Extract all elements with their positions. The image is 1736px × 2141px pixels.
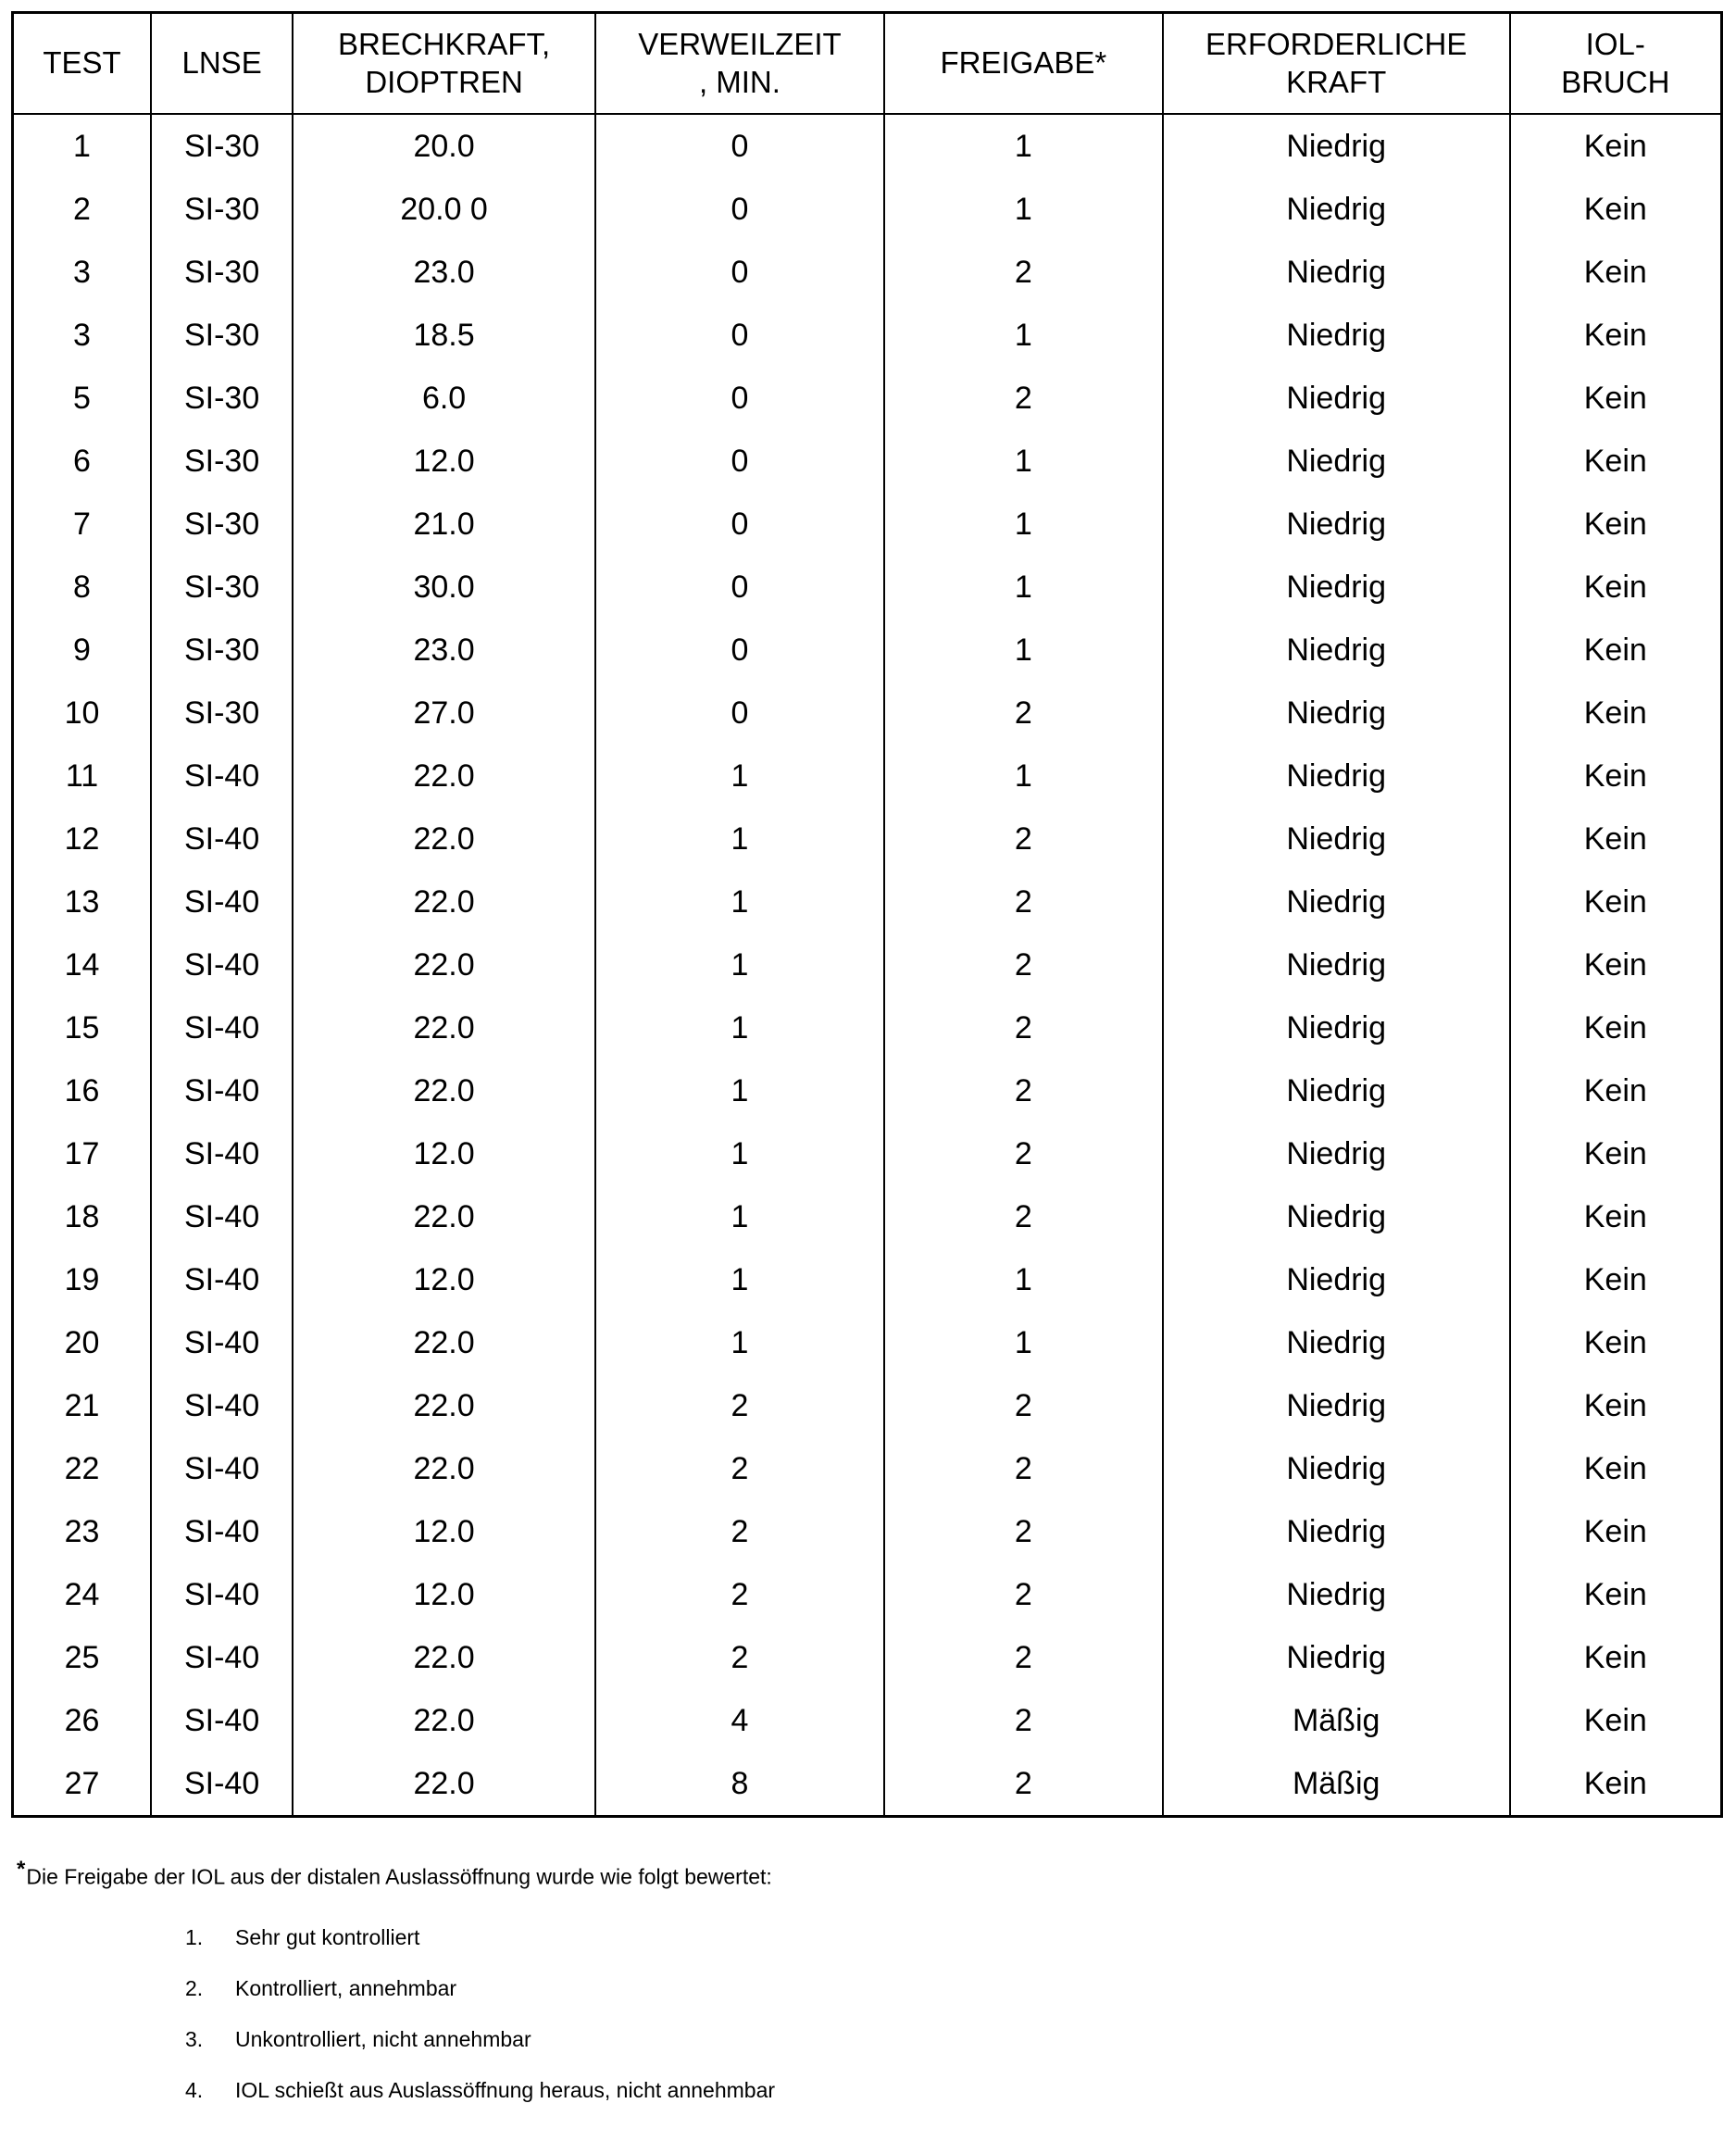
footnote <box>17 1857 1723 1890</box>
footnote-asterisk: * <box>17 1857 26 1882</box>
table-cell: 20.0 0 <box>293 178 595 241</box>
table-cell: Niedrig <box>1163 493 1510 556</box>
table-cell: 4 <box>595 1689 884 1752</box>
rating-list <box>185 1925 1723 2103</box>
table-cell: Kein <box>1510 178 1722 241</box>
table-cell: 1 <box>884 1311 1163 1374</box>
table-cell: 22.0 <box>293 870 595 933</box>
table-cell: 1 <box>884 745 1163 808</box>
table-cell: 21.0 <box>293 493 595 556</box>
list-number: 2. <box>185 1975 204 2000</box>
table-cell: 10 <box>13 682 152 745</box>
rating-list-item <box>185 1925 1723 1950</box>
table-cell: Kein <box>1510 556 1722 619</box>
table-cell: 13 <box>13 870 152 933</box>
table-cell: SI-40 <box>151 1248 293 1311</box>
table-cell: SI-40 <box>151 1437 293 1500</box>
table-cell: Kein <box>1510 1626 1722 1689</box>
table-cell: 1 <box>595 1122 884 1185</box>
table-cell: 1 <box>884 304 1163 367</box>
list-text: Sehr gut kontrolliert <box>235 1924 420 1949</box>
table-cell: 2 <box>884 1374 1163 1437</box>
table-cell: 20 <box>13 1311 152 1374</box>
table-cell: Mäßig <box>1163 1689 1510 1752</box>
table-cell: 3 <box>13 304 152 367</box>
table-cell: Kein <box>1510 1500 1722 1563</box>
table-cell: SI-30 <box>151 114 293 178</box>
table-cell: SI-40 <box>151 870 293 933</box>
table-cell: SI-30 <box>151 493 293 556</box>
table-cell: 1 <box>595 996 884 1059</box>
table-cell: Niedrig <box>1163 870 1510 933</box>
table-cell: Kein <box>1510 1689 1722 1752</box>
table-cell: 2 <box>884 367 1163 430</box>
table-row <box>13 1752 1722 1817</box>
table-cell: 12 <box>13 808 152 870</box>
table-cell: 2 <box>884 1500 1163 1563</box>
table-cell: 0 <box>595 241 884 304</box>
table-cell: SI-40 <box>151 1374 293 1437</box>
table-cell: 18 <box>13 1185 152 1248</box>
test-results-table <box>11 11 1723 1818</box>
table-cell: 5 <box>13 367 152 430</box>
table-cell: 2 <box>595 1563 884 1626</box>
table-row <box>13 1437 1722 1500</box>
table-cell: 22 <box>13 1437 152 1500</box>
table-cell: Kein <box>1510 808 1722 870</box>
table-cell: 1 <box>884 556 1163 619</box>
table-row <box>13 870 1722 933</box>
table-cell: Kein <box>1510 996 1722 1059</box>
table-cell: 2 <box>595 1374 884 1437</box>
table-cell: 1 <box>595 870 884 933</box>
table-cell: SI-30 <box>151 682 293 745</box>
table-cell: 1 <box>595 1248 884 1311</box>
table-cell: 0 <box>595 304 884 367</box>
table-cell: 22.0 <box>293 1689 595 1752</box>
table-row <box>13 1311 1722 1374</box>
table-cell: 0 <box>595 114 884 178</box>
table-cell: 17 <box>13 1122 152 1185</box>
table-cell: 23.0 <box>293 619 595 682</box>
list-number: 3. <box>185 2026 204 2051</box>
table-cell: SI-40 <box>151 933 293 996</box>
table-cell: 22.0 <box>293 1437 595 1500</box>
table-row <box>13 493 1722 556</box>
table-cell: 2 <box>884 1122 1163 1185</box>
table-cell: Niedrig <box>1163 1563 1510 1626</box>
table-cell: 2 <box>884 808 1163 870</box>
table-cell: Kein <box>1510 619 1722 682</box>
table-cell: SI-40 <box>151 1626 293 1689</box>
table-cell: Niedrig <box>1163 996 1510 1059</box>
table-cell: 18.5 <box>293 304 595 367</box>
table-cell: 23 <box>13 1500 152 1563</box>
table-cell: SI-40 <box>151 1563 293 1626</box>
table-cell: Niedrig <box>1163 241 1510 304</box>
table-cell: Niedrig <box>1163 1122 1510 1185</box>
table-cell: 0 <box>595 430 884 493</box>
table-cell: 22.0 <box>293 1185 595 1248</box>
table-cell: Niedrig <box>1163 178 1510 241</box>
table-cell: 2 <box>884 241 1163 304</box>
list-number: 4. <box>185 2077 204 2102</box>
table-cell: 1 <box>595 808 884 870</box>
table-row <box>13 1374 1722 1437</box>
table-row <box>13 114 1722 178</box>
table-cell: Kein <box>1510 493 1722 556</box>
table-cell: Kein <box>1510 1122 1722 1185</box>
table-cell: Niedrig <box>1163 808 1510 870</box>
table-row <box>13 682 1722 745</box>
table-cell: Niedrig <box>1163 1374 1510 1437</box>
table-cell: Niedrig <box>1163 1626 1510 1689</box>
table-cell: Niedrig <box>1163 304 1510 367</box>
table-cell: Niedrig <box>1163 1437 1510 1500</box>
table-cell: 22.0 <box>293 933 595 996</box>
table-cell: Kein <box>1510 1059 1722 1122</box>
table-cell: 0 <box>595 682 884 745</box>
table-cell: 0 <box>595 178 884 241</box>
table-cell: SI-30 <box>151 241 293 304</box>
table-cell: 2 <box>595 1437 884 1500</box>
table-cell: 1 <box>884 430 1163 493</box>
table-cell: 2 <box>595 1500 884 1563</box>
rating-list-item <box>185 2078 1723 2103</box>
table-cell: 2 <box>884 1563 1163 1626</box>
table-row <box>13 367 1722 430</box>
table-row <box>13 556 1722 619</box>
table-cell: 22.0 <box>293 808 595 870</box>
table-cell: 22.0 <box>293 745 595 808</box>
table-cell: SI-40 <box>151 1185 293 1248</box>
table-row <box>13 808 1722 870</box>
table-cell: 27 <box>13 1752 152 1817</box>
table-cell: SI-40 <box>151 745 293 808</box>
table-cell: Niedrig <box>1163 556 1510 619</box>
table-body <box>13 114 1722 1817</box>
table-row <box>13 1059 1722 1122</box>
table-cell: 6 <box>13 430 152 493</box>
table-cell: Niedrig <box>1163 682 1510 745</box>
table-row <box>13 619 1722 682</box>
table-cell: 22.0 <box>293 1752 595 1817</box>
table-cell: 14 <box>13 933 152 996</box>
table-cell: Kein <box>1510 1752 1722 1817</box>
table-cell: Niedrig <box>1163 114 1510 178</box>
table-cell: Niedrig <box>1163 1311 1510 1374</box>
table-cell: 26 <box>13 1689 152 1752</box>
table-row <box>13 178 1722 241</box>
table-cell: 12.0 <box>293 1122 595 1185</box>
table-cell: 12.0 <box>293 1248 595 1311</box>
table-cell: 1 <box>884 114 1163 178</box>
table-row <box>13 430 1722 493</box>
footnote-text: Die Freigabe der IOL aus der distalen Auslassöffnung wurde wie folgt bewertet: <box>26 1864 772 1889</box>
table-cell: Niedrig <box>1163 1059 1510 1122</box>
table-cell: Mäßig <box>1163 1752 1510 1817</box>
table-cell: 22.0 <box>293 1374 595 1437</box>
table-cell: Niedrig <box>1163 367 1510 430</box>
table-cell: SI-30 <box>151 556 293 619</box>
table-cell: Niedrig <box>1163 1500 1510 1563</box>
table-cell: 0 <box>595 493 884 556</box>
column-header: IOL- BRUCH <box>1510 13 1722 115</box>
table-cell: Niedrig <box>1163 933 1510 996</box>
table-cell: 3 <box>13 241 152 304</box>
table-cell: SI-40 <box>151 1311 293 1374</box>
column-header: ERFORDERLICHE KRAFT <box>1163 13 1510 115</box>
table-row <box>13 304 1722 367</box>
table-cell: 2 <box>884 1752 1163 1817</box>
table-row <box>13 1626 1722 1689</box>
table-cell: 0 <box>595 619 884 682</box>
table-cell: Niedrig <box>1163 1185 1510 1248</box>
table-cell: 2 <box>595 1626 884 1689</box>
table-cell: SI-40 <box>151 1500 293 1563</box>
table-cell: Niedrig <box>1163 430 1510 493</box>
table-row <box>13 996 1722 1059</box>
rating-list-item <box>185 1976 1723 2001</box>
list-number: 1. <box>185 1924 204 1949</box>
table-cell: 2 <box>884 870 1163 933</box>
table-cell: 20.0 <box>293 114 595 178</box>
column-header: FREIGABE* <box>884 13 1163 115</box>
column-header: VERWEILZEIT , MIN. <box>595 13 884 115</box>
table-cell: 7 <box>13 493 152 556</box>
table-cell: 24 <box>13 1563 152 1626</box>
table-cell: 8 <box>13 556 152 619</box>
table-cell: 1 <box>595 745 884 808</box>
table-cell: 22.0 <box>293 996 595 1059</box>
table-cell: 1 <box>595 1311 884 1374</box>
table-cell: 2 <box>884 1185 1163 1248</box>
table-cell: SI-30 <box>151 178 293 241</box>
table-cell: 6.0 <box>293 367 595 430</box>
table-cell: SI-40 <box>151 808 293 870</box>
table-cell: SI-30 <box>151 619 293 682</box>
column-header: LNSE <box>151 13 293 115</box>
table-row <box>13 745 1722 808</box>
list-text: Unkontrolliert, nicht annehmbar <box>235 2026 531 2051</box>
table-cell: 1 <box>595 1059 884 1122</box>
table-cell: 0 <box>595 556 884 619</box>
column-header: TEST <box>13 13 152 115</box>
table-cell: 2 <box>884 1059 1163 1122</box>
table-cell: 2 <box>884 996 1163 1059</box>
table-cell: 1 <box>884 178 1163 241</box>
table-cell: 1 <box>595 933 884 996</box>
table-cell: 2 <box>884 1437 1163 1500</box>
table-cell: 2 <box>884 1689 1163 1752</box>
table-cell: Kein <box>1510 1437 1722 1500</box>
table-cell: Kein <box>1510 682 1722 745</box>
table-cell: SI-40 <box>151 996 293 1059</box>
column-header: BRECHKRAFT, DIOPTREN <box>293 13 595 115</box>
table-cell: 12.0 <box>293 430 595 493</box>
table-row <box>13 241 1722 304</box>
table-cell: Kein <box>1510 241 1722 304</box>
table-cell: 15 <box>13 996 152 1059</box>
table-cell: 2 <box>884 933 1163 996</box>
table-cell: SI-40 <box>151 1752 293 1817</box>
table-cell: 22.0 <box>293 1311 595 1374</box>
table-cell: Kein <box>1510 1374 1722 1437</box>
table-cell: 27.0 <box>293 682 595 745</box>
table-cell: SI-40 <box>151 1689 293 1752</box>
table-cell: 19 <box>13 1248 152 1311</box>
table-cell: 1 <box>884 1248 1163 1311</box>
table-row <box>13 1122 1722 1185</box>
table-cell: 1 <box>13 114 152 178</box>
table-cell: 22.0 <box>293 1059 595 1122</box>
table-cell: 23.0 <box>293 241 595 304</box>
table-row <box>13 1500 1722 1563</box>
table-cell: Kein <box>1510 367 1722 430</box>
table-cell: 12.0 <box>293 1563 595 1626</box>
table-cell: 22.0 <box>293 1626 595 1689</box>
table-cell: Kein <box>1510 1563 1722 1626</box>
table-cell: 16 <box>13 1059 152 1122</box>
table-cell: Kein <box>1510 1185 1722 1248</box>
table-cell: SI-40 <box>151 1059 293 1122</box>
table-cell: Kein <box>1510 1311 1722 1374</box>
list-text: Kontrolliert, annehmbar <box>235 1975 457 2000</box>
table-cell: Kein <box>1510 745 1722 808</box>
table-cell: Niedrig <box>1163 1248 1510 1311</box>
table-cell: 1 <box>884 619 1163 682</box>
table-cell: 12.0 <box>293 1500 595 1563</box>
table-cell: 30.0 <box>293 556 595 619</box>
table-cell: 21 <box>13 1374 152 1437</box>
table-cell: 1 <box>884 493 1163 556</box>
table-row <box>13 933 1722 996</box>
rating-list-item <box>185 2027 1723 2052</box>
table-cell: Kein <box>1510 114 1722 178</box>
table-cell: 2 <box>884 682 1163 745</box>
table-cell: 0 <box>595 367 884 430</box>
table-cell: Kein <box>1510 1248 1722 1311</box>
table-cell: Niedrig <box>1163 745 1510 808</box>
table-cell: Kein <box>1510 933 1722 996</box>
table-cell: Niedrig <box>1163 619 1510 682</box>
table-cell: Kein <box>1510 870 1722 933</box>
table-row <box>13 1563 1722 1626</box>
table-row <box>13 1185 1722 1248</box>
table-cell: Kein <box>1510 430 1722 493</box>
table-cell: 11 <box>13 745 152 808</box>
table-cell: SI-30 <box>151 430 293 493</box>
table-cell: SI-30 <box>151 304 293 367</box>
table-cell: 2 <box>884 1626 1163 1689</box>
table-cell: 2 <box>13 178 152 241</box>
header-row <box>13 13 1722 115</box>
table-cell: 8 <box>595 1752 884 1817</box>
table-row <box>13 1689 1722 1752</box>
table-cell: SI-40 <box>151 1122 293 1185</box>
table-cell: SI-30 <box>151 367 293 430</box>
table-cell: Kein <box>1510 304 1722 367</box>
table-row <box>13 1248 1722 1311</box>
list-text: IOL schießt aus Auslassöffnung heraus, nicht annehmbar <box>235 2077 776 2102</box>
table-cell: 1 <box>595 1185 884 1248</box>
table-cell: 9 <box>13 619 152 682</box>
table-cell: 25 <box>13 1626 152 1689</box>
